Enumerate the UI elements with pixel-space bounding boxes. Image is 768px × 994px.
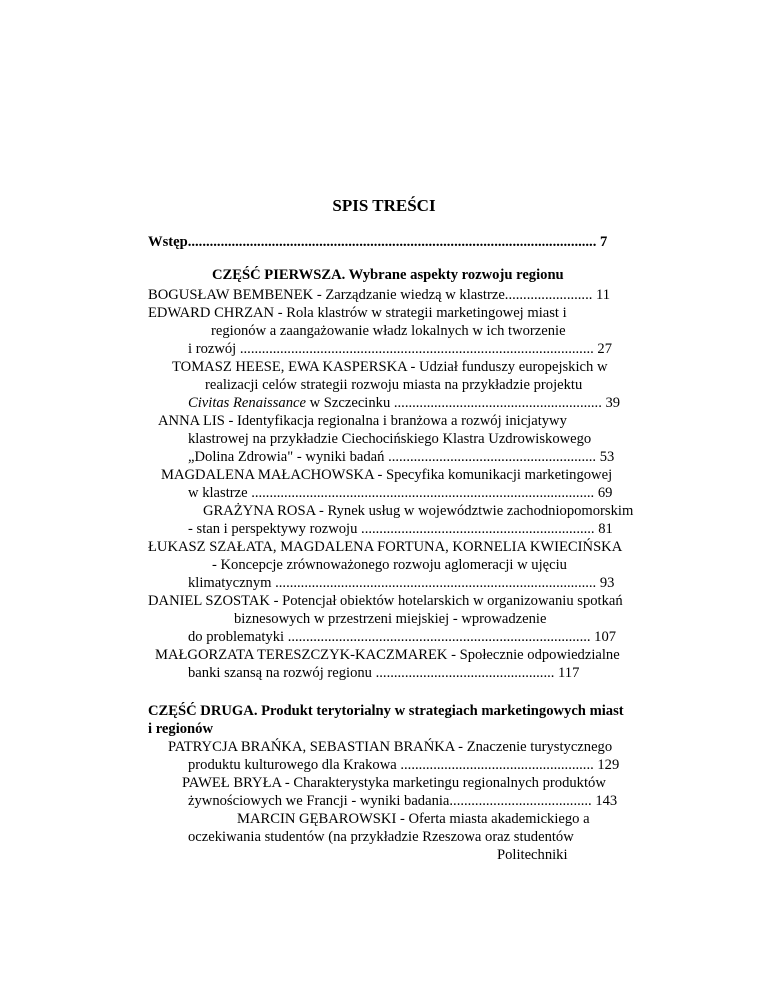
toc-line: MARCIN GĘBAROWSKI - Oferta miasta akademickiego a [237,811,590,827]
toc-line: Politechniki [497,847,568,863]
toc-line: BOGUSŁAW BEMBENEK - Zarządzanie wiedzą w klastrze........................ 11 [148,287,611,303]
toc-line: DANIEL SZOSTAK - Potencjał obiektów hotelarskich w organizowaniu spotkań [148,593,623,609]
toc-line: GRAŻYNA ROSA - Rynek usług w województwie zachodniopomorskim [203,503,634,519]
toc-entry-intro: Wstęp................................................................................................................ 7 [148,234,608,250]
toc-line: produktu kulturowego dla Krakowa ..................................................... 129 [188,757,620,773]
toc-line: PATRYCJA BRAŃKA, SEBASTIAN BRAŃKA - Znaczenie turystycznego [168,739,613,755]
part-two-heading: CZĘŚĆ DRUGA. Produkt terytorialny w strategiach marketingowych miast [148,703,624,719]
part-one-heading: CZĘŚĆ PIERWSZA. Wybrane aspekty rozwoju regionu [212,267,564,283]
toc-line: - stan i perspektywy rozwoju ................................................................ 81 [188,521,613,537]
toc-line: i rozwój ................................................................................................. 27 [188,341,613,357]
toc-line: PAWEŁ BRYŁA - Charakterystyka marketingu regionalnych produktów [182,775,606,791]
toc-line: oczekiwania studentów (na przykładzie Rzeszowa oraz studentów [188,829,574,845]
toc-line: do problematyki ................................................................................... 107 [188,629,617,645]
toc-line: EDWARD CHRZAN - Rola klastrów w strategii marketingowej miast i [148,305,567,321]
toc-line: „Dolina Zdrowia" - wyniki badań ......................................................... 53 [188,449,615,465]
toc-line: realizacji celów strategii rozwoju miasta na przykładzie projektu [205,377,583,393]
toc-line: żywnościowych we Francji - wyniki badania....................................... 143 [188,793,618,809]
toc-line: w klastrze .............................................................................................. 69 [188,485,613,501]
toc-line: banki szansą na rozwój regionu ................................................. 117 [188,665,580,681]
toc-line: biznesowych w przestrzeni miejskiej - wprowadzenie [234,611,547,627]
page-title: SPIS TREŚCI [332,196,436,215]
toc-line: klimatycznym ........................................................................................ 93 [188,575,615,591]
part-two-heading-continued: i regionów [148,721,213,737]
toc-line: ANNA LIS - Identyfikacja regionalna i branżowa a rozwój inicjatywy [158,413,567,429]
toc-line: - Koncepcje zrównoważonego rozwoju aglomeracji w ujęciu [212,557,567,573]
toc-line: klastrowej na przykładzie Ciechocińskiego Klastra Uzdrowiskowego [188,431,592,447]
toc-line: ŁUKASZ SZAŁATA, MAGDALENA FORTUNA, KORNELIA KWIECIŃSKA [148,539,623,555]
project-name: Civitas Renaissance [188,395,306,411]
toc-line: Civitas Renaissance w Szczecinku ......................................................... 39 [188,395,621,411]
toc-line: MAGDALENA MAŁACHOWSKA - Specyfika komunikacji marketingowej [161,467,613,483]
toc-line: regionów a zaangażowanie władz lokalnych w ich tworzenie [211,323,566,339]
toc-line: TOMASZ HEESE, EWA KASPERSKA - Udział funduszy europejskich w [172,359,608,375]
toc-line: MAŁGORZATA TERESZCZYK-KACZMAREK - Społecznie odpowiedzialne [155,647,620,663]
